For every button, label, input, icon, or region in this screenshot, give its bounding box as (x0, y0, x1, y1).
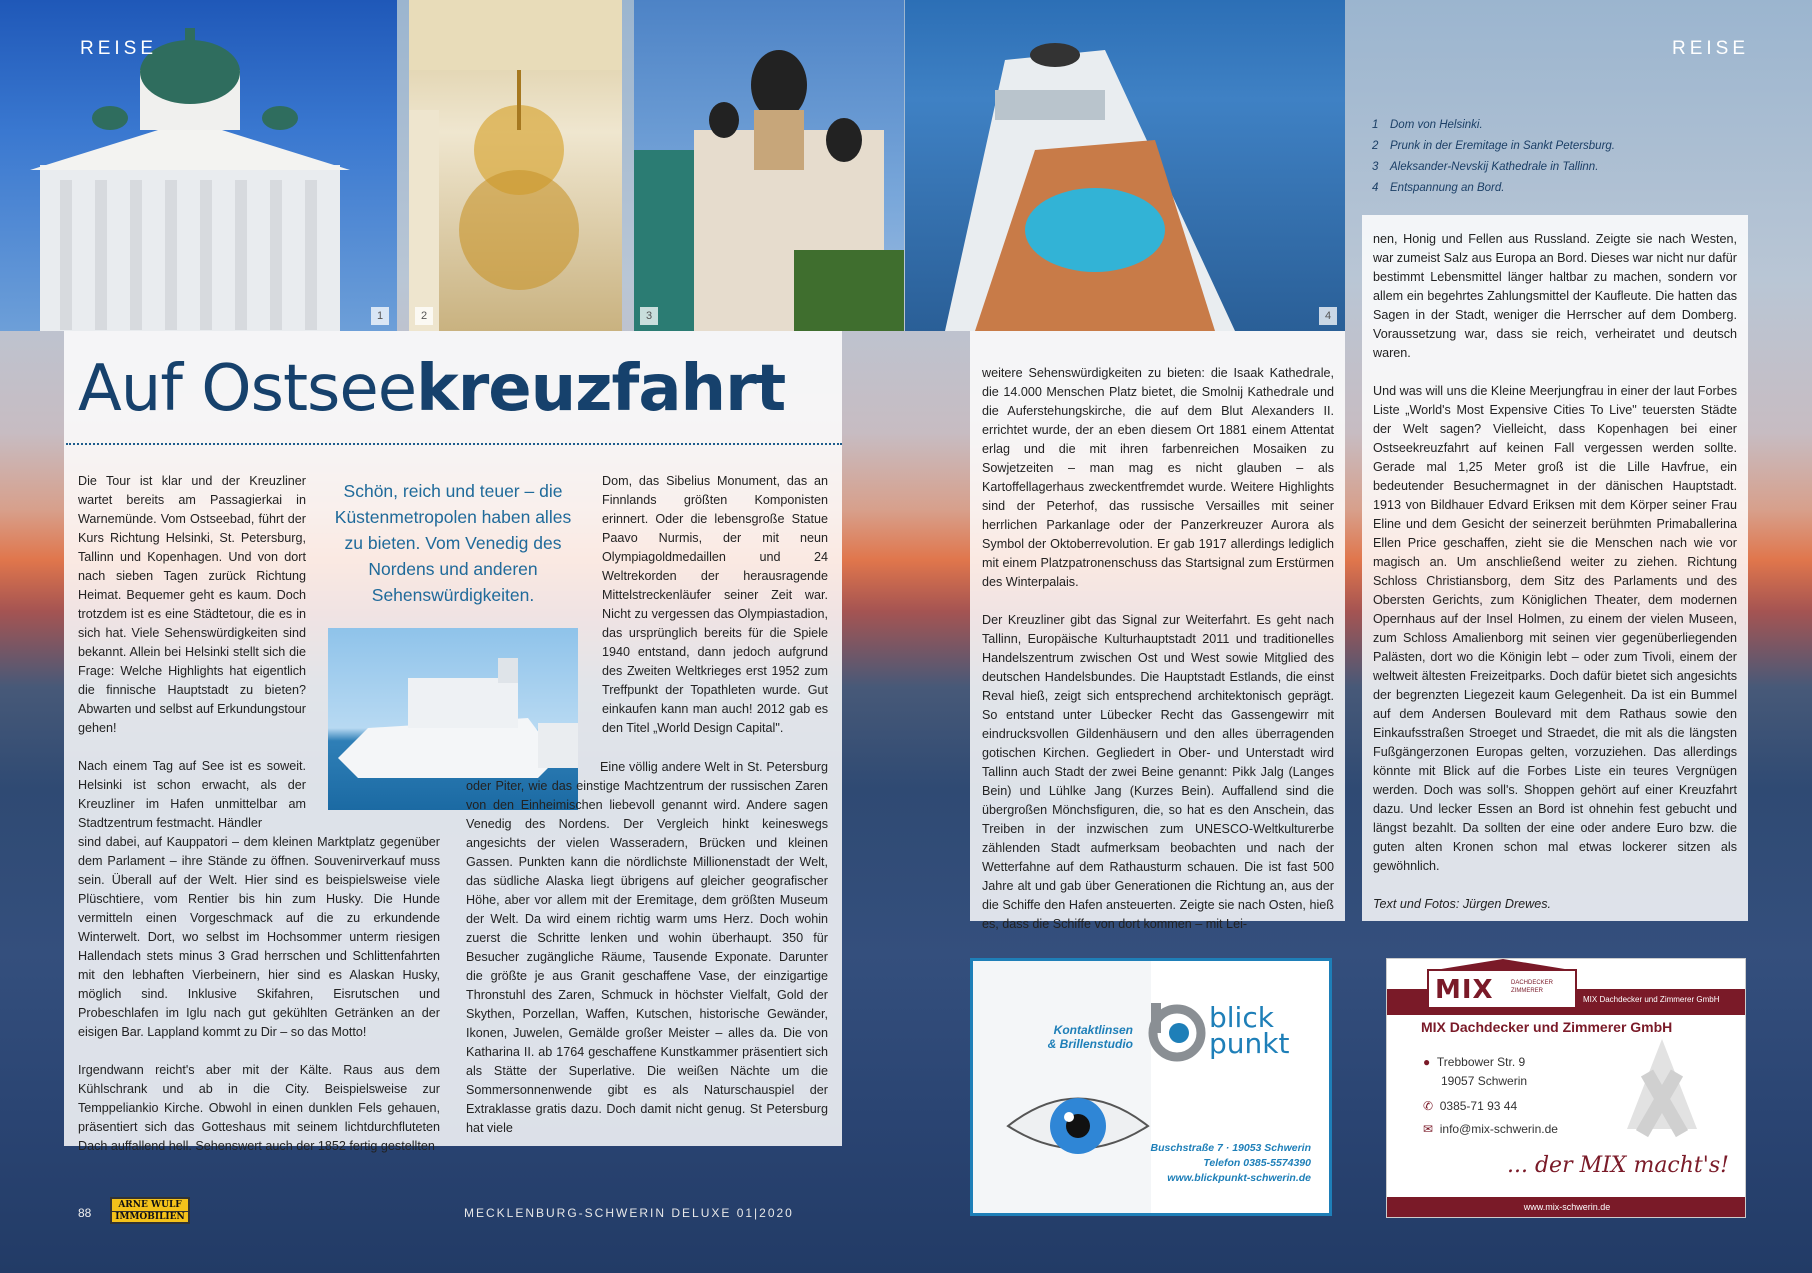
article-column-1-continued (78, 833, 440, 1175)
article-column-2 (602, 472, 828, 757)
ad-tagline: Kontaktlinsen & Brillenstudio (1047, 1023, 1133, 1051)
article-column-4 (1373, 230, 1737, 933)
article-column-2-continued (466, 758, 828, 1157)
photo-nevsky-cathedral (634, 0, 904, 331)
roof-icon (1429, 959, 1577, 971)
photo-number: 1 (371, 307, 389, 325)
ad-contact: Buschstraße 7 · 19053 Schwerin Telefon 0385-5574390 www.blickpunkt-schwerin.de (1150, 1142, 1311, 1184)
article-title: Auf Ostseekreuzfahrt (78, 352, 786, 426)
company-name: MIX Dachdecker und Zimmerer GmbH (1421, 1019, 1673, 1035)
tools-icon (1607, 1029, 1717, 1149)
paragraph: Und was will uns die Kleine Meerjungfrau in einer der laut Forbes Liste „World's Most Expensive Cities To Live" teuersten Städte der Welt sagen? Vielleicht, dass Kopenhagen bei einer Ostseekreuzfahrt auf keinen Fall vergessen werden sollte. Gerade mal 1,25 Meter groß ist die Lille Havfrue, ein bedeutender Besuchermagnet in der dänischen Hauptstadt. 1913 von Bildhauer Edvard Eriksen mit dem Körper seiner Frau Eline und dem Gesicht der seinerzeit berühmten Primaballerina Ellen Price geschaffen, zieht sie die Menschen nach wie vor magisch an. Um anschließend weiter zu ziehen. Richtung Schloss Christiansborg, dem Sitz des Parlaments und des Obersten Gerichts, zum Königlichen Theater, dem modernen Opernhaus auf der Insel Holmen, zu einem der vielen Museen, zum Schloss Amalienborg mit seinen vier gegenüberliegenden Palästen, dort wo die Königin lebt – oder zum Tivoli, einem der weltweit ältesten Freizeitparks. Doch dafür bietet sich angesichts der begrenzten Liegezeit kaum Gelegenheit. Da ist ein Bummel auf dem Andersen Boulevard mit dem Rathaus sowie den Einkaufsstraßen Stroeget und Straedet, die mit als die längsten Fußgängerzonen Europas gelten, vorzuziehen. Das allerdings könnte mit Blick auf die Forbes Liste ein teures Vergnügen werden. Doch was soll's. Shoppen gehört auf einer Kreuzfahrt dazu. Und lecker Essen an Bord ist ohnehin fest gebucht und längst bezahlt. Da sollten der eine oder andere Euro bzw. die guten alten Kronen schon mal etwas lockerer sitzen als gewöhnlich. (1373, 384, 1737, 873)
photo-number: 2 (415, 307, 433, 325)
article-column-3 (982, 364, 1334, 953)
phone-icon: ✆ (1423, 1099, 1434, 1113)
page-number: 88 (78, 1206, 92, 1220)
magazine-footer: MECKLENBURG-SCHWERIN DELUXE 01|2020 (464, 1206, 794, 1220)
paragraph: weitere Sehenswürdigkeiten zu bieten: die Isaak Kathedrale, die 14.000 Menschen Platz bietet, die Smolnij Kathedrale und die Auferstehungskirche, die auf dem Blut Alexanders II. errichtet wurde, der an eben diesem Ort 1881 einem Attentat erlag und die mit ihren farbenreichen Mosaiken zu Sowjetzeiten – man mag es nicht glauben – als Kartoffellagerhaus zweckentfremdet wurde. Weitere Highlights sind der Peterhof, das russische Versailles mit seiner herrlichen Parkanlage oder der Panzerkreuzer Aurora als Symbol der Oktoberrevolution. Er gab 1917 allerdings lediglich mit einem Platzpatronenschuss das Startsignal zum Erstürmen des Winterpalais. (982, 366, 1334, 589)
ad-slogan: ... der MIX macht's! (1507, 1153, 1729, 1178)
caption-text: Entspannung an Bord. (1390, 182, 1505, 194)
photo-hermitage (409, 0, 622, 331)
article-teaser: Schön, reich und teuer – die Küstenmetropolen haben alles zu bieten. Vom Venedig des Nordens und anderen Sehenswürdigkeiten. (334, 481, 572, 605)
location-icon: ● (1423, 1055, 1431, 1069)
ad-contact: ● Trebbower Str. 9 19057 Schwerin ✆ 0385-71 93 44 ✉ info@mix-schwerin.de (1423, 1055, 1558, 1136)
ad-mix[interactable]: MIX DACHDECKER ZIMMERER MIX Dachdecker und Zimmerer GmbH MIX Dachdecker und Zimmerer GmbH ● Trebbower Str. 9 19057 Schwerin ✆ 0385-71 93 44 ✉ info@mix-schwerin.de ... der MIX macht's! www.mix-schwerin.de (1386, 958, 1746, 1218)
photo-number: 4 (1319, 307, 1337, 325)
mail-icon: ✉ (1423, 1122, 1434, 1136)
paragraph: Irgendwann reicht's aber mit der Kälte. Raus aus dem Kühlschrank und ab in die City. Beispielsweise zur Temppeliankio Kirche. Obwohl in einen dunklen Fels gehauen, präsentiert sich das Gotteshaus mit seinem lichtdurchfluteten Dach auffallend hell. Sehenswert auch der 1852 fertig gestellten (78, 1063, 440, 1153)
caption-text: Aleksander-Nevskij Kathedrale in Tallinn. (1390, 161, 1599, 173)
paragraph: sind dabei, auf Kauppatori – dem kleinen Marktplatz gegenüber dem Parlament – ihre Stände zu öffnen. Souvenirverkauf muss sein. Überall auf der Welt. Hier sind es beispielsweise viele Plüschtiere, vom Rentier bis hin zum Husky. Die Hunde vermitteln einen Vorgeschmack auf die zu erkundende Winterwelt. Dort, wo selbst im Hochsommer unterm riesigen Hallendach stets minus 3 Grad herrschen und Schlittenfahrten mit den lebhaften Vierbeinern, hier sind es Alaskan Husky, möglich sind. Inklusive Skifahren, Eisrutschen und Probeschlafen im Iglu nach gut gekühlten Getränken an der eisigen Bar. Lappland kommt zu Dir – so das Motto! (78, 835, 440, 1039)
caption-text: Dom von Helsinki. (1390, 119, 1483, 131)
article-credit: Text und Fotos: Jürgen Drewes. (1373, 897, 1552, 911)
paragraph: Die Tour ist klar und der Kreuzliner wartet bereits am Passagierkai in Warnemünde. Vom Ostseebad, führt der Kurs Richtung Helsinki, St. Petersburg, Tallinn und Kopenhagen. Und von dort nach sieben Tagen zurück Richtung Heimat. Bequemer geht es kaum. Doch trotzdem ist es eine Städtetour, die es in sich hat. Viele Sehenswürdigkeiten sind bekannt. Allein bei Helsinki stellt sich die Frage: Welche Highlights hat eigentlich die finnische Hauptstadt zu bieten? Abwarten und selbst auf Erkundungstour gehen! (78, 474, 306, 735)
article-column-1 (78, 472, 306, 833)
paragraph: Eine völlig andere Welt in St. Petersburg oder Piter, wie das einstige Machtzentrum der russischen Zaren von den Einheimischen liebevoll genannt wird. Andere sagen Venedig des Nordens. Der Vergleich hinkt keineswegs angesichts der vielen Wasseradern, Brücken und kleinen Gassen. Punkten kann die nördlichste Millionenstadt der Welt, das südliche Alaska liegt übrigens auf gleicher geografischer Höhe, aber vor allem mit der Eremitage, dem größten Museum der Welt. Da wird einem richtig warm ums Herz. Doch wohin zuerst die Schritte lenken und wohin überhaupt. 350 für Besucher zugängliche Räume, Tausende Exponate. Darunter die größte je aus Granit geschaffene Vase, der einzigartige Thronstuhl des Zaren, Schmuck in höchster Vielfalt, Gold der Skythen, Porzellan, Waffen, Kutschen, historische Gewänder, Ikonen, Juwelen, Gemälde großer Meister – alles da. Die von Katharina II. ab 1764 geschaffene Kunstkammer präsentiert sich als Stätte der Superlative. Die weißen Nächte um die Sommersonnenwende gibt es als Naturschauspiel der Extraklasse gratis dazu. Doch damit nicht genug. St Petersburg hat viele (466, 760, 828, 1135)
photo-captions: 1 Dom von Helsinki. 2 Prunk in der Eremitage in Sankt Petersburg. 3 Aleksander-Nevskij Kathedrale in Tallinn. 4 Entspannung an Bord. (1372, 119, 1616, 194)
photo-helsinki-cathedral (0, 0, 397, 331)
section-label-right: REISE (1672, 38, 1750, 59)
caption-text: Prunk in der Eremitage in Sankt Petersburg. (1390, 140, 1616, 152)
title-divider (66, 443, 842, 445)
sponsor-logo: ARNE WULF IMMOBILIEN (110, 1197, 190, 1224)
paragraph: Der Kreuzliner gibt das Signal zur Weiterfahrt. Es geht nach Tallinn, Europäische Kulturhauptstadt 2011 und traditionelles Handelszentrum zwischen Ost und West sowie Mitglied des deutschen Handelsbundes. Die Hauptstadt Estlands, die einst Reval hieß, zeigt sich entsprechend architektonisch geprägt. So entstand unter Lübecker Recht das Gassengewirr mit eindrucksvollen Gildenhäusern und den alles überragenden gotischen Kirchen. Gegliedert in Ober- und Unterstadt wird Tallinn auch Stadt der zwei Beine genannt: Pikk Jalg (Langes Bein) und Lühlke Jang (Kurzes Bein). Auffallend sind die übergroßen Mönchsfiguren, die, so hat es den Anschein, das Treiben in der inzwischen zum UNESCO-Weltkulturerbe zählenden Stadt aufmerksam beobachten und nach der Wetterfahne auf dem Rathausturm schauen. Die ist fast 500 Jahre alt und gab über Generationen die Richtung an, aus der die Schiffe den Hafen ansteuerten. Zeigte sie nach Osten, hieß es, dass die Schiffe von dort kommen – mit Lei- (982, 613, 1334, 931)
paragraph: Dom, das Sibelius Monument, das an Finnlands größten Komponisten erinnert. Oder die lebensgroße Statue Paavo Nurmis, der mit neun Olympiagoldmedaillen und 24 Weltrekorden der herausragende Mittelstreckenläufer seiner Zeit war. Nicht zu vergessen das Olympiastadion, das ursprünglich bereits für die Spiele 1940 entstand, dann jedoch aufgrund des Zweiten Weltkrieges erst 1952 zum Treffpunkt der Topathleten wurde. Gut einkaufen kann man auch! 2012 gab es den Titel „World Design Capital". (602, 474, 828, 735)
ad-blickpunkt[interactable] (970, 958, 1332, 1216)
eye-image (1003, 1071, 1153, 1181)
section-label-left: REISE (80, 38, 158, 59)
blickpunkt-logo-icon (1147, 1003, 1207, 1063)
mix-logo: MIX DACHDECKER ZIMMERER (1427, 969, 1577, 1009)
photo-number: 3 (640, 307, 658, 325)
ad-brand: blick punkt (1209, 1001, 1290, 1060)
ad-email-link[interactable]: info@mix-schwerin.de (1439, 1122, 1558, 1136)
ad-website-link[interactable]: www.blickpunkt-schwerin.de (1167, 1172, 1311, 1184)
photo-ship-deck (905, 0, 1345, 331)
paragraph: nen, Honig und Fellen aus Russland. Zeigte sie nach Westen, war zumeist Salz aus Europa an Bord. Dieses war nicht nur dafür bestimmt Lebensmittel länger haltbar zu machen, sondern vor allem ein begehrtes Zahlungsmittel der Kaufleute. Die hatten das Sagen in der Stadt, weniger die Herrscher auf dem Domberg. Voraussetzung war, dass sie reich, verheiratet und deutsch waren. (1373, 232, 1737, 360)
ad-website-link[interactable]: www.mix-schwerin.de (1387, 1197, 1746, 1217)
paragraph: Nach einem Tag auf See ist es soweit. Helsinki ist schon erwacht, als der Kreuzliner im Hafen unmittelbar am Stadtzentrum festmacht. Händler (78, 759, 306, 830)
